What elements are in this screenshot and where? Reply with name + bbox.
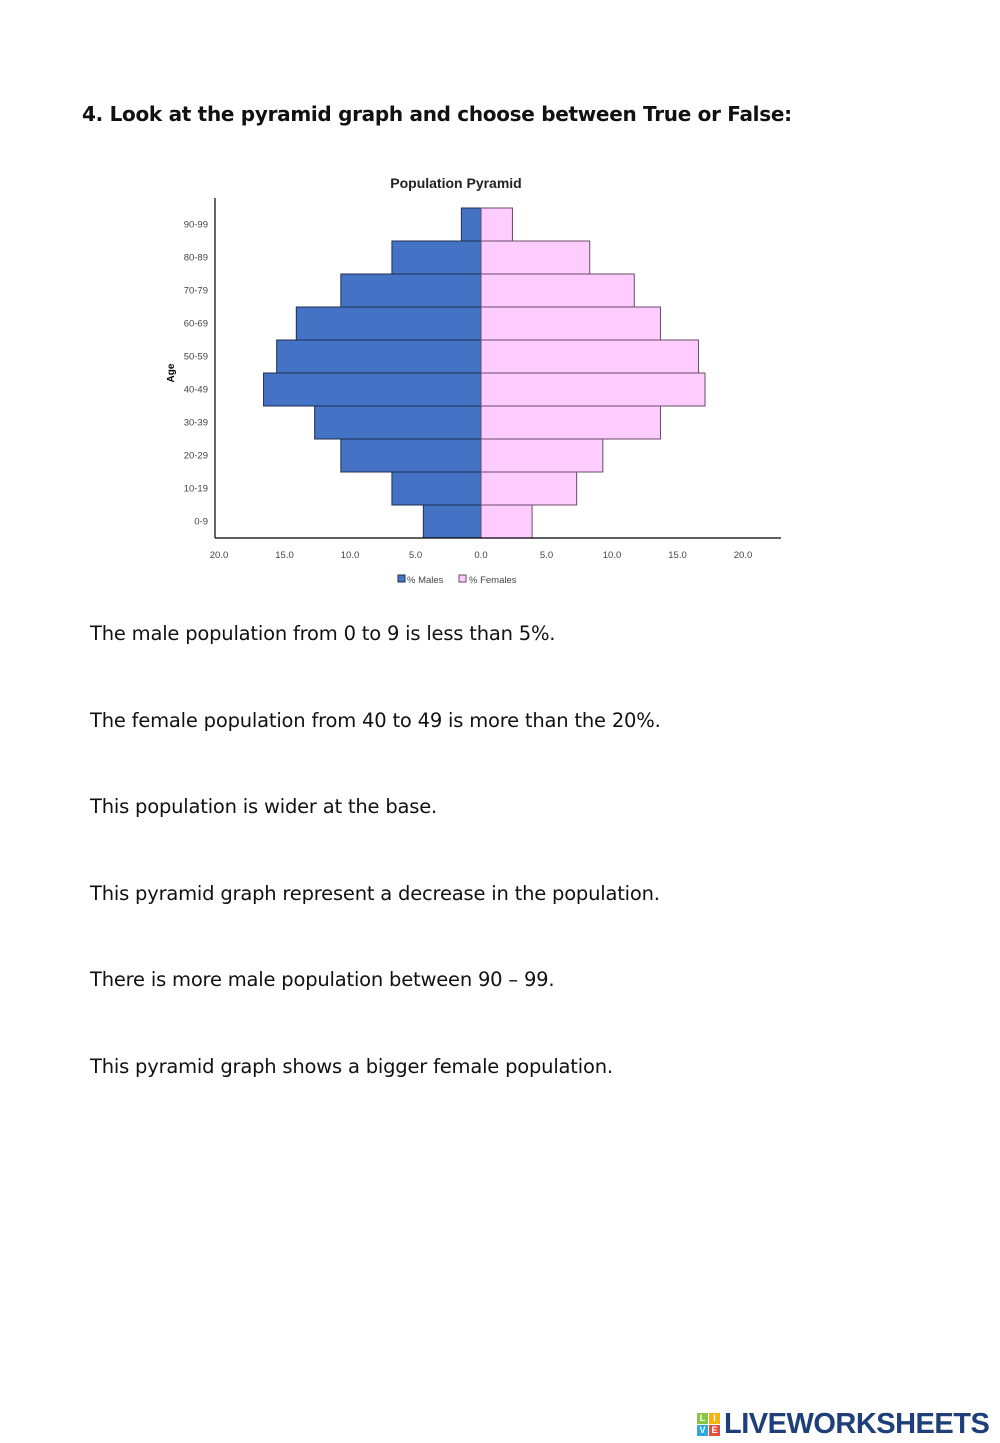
female-bar-50-59 — [481, 340, 698, 373]
male-bar-80-89 — [392, 241, 481, 274]
statement-3: This population is wider at the base. — [90, 795, 438, 818]
x-tick-label: 10.0 — [602, 550, 622, 561]
chart-title: Population Pyramid — [390, 175, 522, 191]
x-tick-label: 5.0 — [539, 550, 554, 561]
y-axis-label: Age — [166, 363, 177, 383]
female-bar-60-69 — [481, 307, 660, 340]
legend-female-label: % Females — [469, 575, 517, 586]
y-tick-label: 50-59 — [183, 351, 208, 363]
legend-male-label: % Males — [407, 575, 444, 586]
y-tick-label: 60-69 — [183, 318, 208, 330]
female-bar-0-9 — [481, 505, 532, 538]
question-title: 4. Look at the pyramid graph and choose between True or False: — [82, 102, 792, 126]
statement-2: The female population from 40 to 49 is more than the 20%. — [90, 709, 661, 732]
legend-male-swatch — [398, 575, 405, 582]
y-tick-label: 70-79 — [183, 285, 208, 297]
liveworksheets-logo — [697, 1408, 989, 1441]
x-tick-label: 15.0 — [275, 550, 294, 561]
male-bar-60-69 — [296, 307, 481, 340]
x-tick-label: 10.0 — [340, 550, 360, 561]
y-tick-label: 40-49 — [183, 384, 208, 396]
statement-5: There is more male population between 90 – 99. — [90, 968, 555, 991]
male-bar-30-39 — [315, 406, 481, 439]
male-bar-90-99 — [461, 208, 481, 241]
x-tick-label: 20.0 — [733, 550, 753, 561]
x-tick-label: 20.0 — [209, 550, 229, 561]
statement-1: The male population from 0 to 9 is less than 5%. — [90, 622, 556, 645]
male-bar-10-19 — [392, 472, 481, 505]
female-bar-90-99 — [481, 208, 512, 241]
y-tick-label: 80-89 — [183, 252, 208, 264]
female-bar-30-39 — [481, 406, 660, 439]
statement-4: This pyramid graph represent a decrease in the population. — [90, 882, 660, 905]
x-tick-label: 5.0 — [408, 550, 423, 561]
male-bar-40-49 — [264, 373, 481, 406]
female-bar-80-89 — [481, 241, 590, 274]
female-bar-40-49 — [481, 373, 705, 406]
y-tick-label: 0-9 — [194, 516, 208, 528]
x-tick-label: 0.0 — [474, 550, 488, 561]
male-bar-0-9 — [423, 505, 481, 538]
logo-text: LIVEWORKSHEETS — [724, 1408, 990, 1440]
x-tick-label: 15.0 — [668, 550, 687, 561]
legend-female-swatch — [459, 575, 466, 582]
male-bar-70-79 — [341, 274, 481, 307]
y-tick-label: 30-39 — [183, 417, 208, 429]
female-bar-70-79 — [481, 274, 634, 307]
statement-6: This pyramid graph shows a bigger female population. — [90, 1055, 613, 1078]
female-bar-10-19 — [481, 472, 577, 505]
logo-mark-icon: L I V E — [697, 1413, 720, 1436]
male-bar-20-29 — [341, 439, 481, 472]
male-bar-50-59 — [277, 340, 481, 373]
y-tick-label: 10-19 — [183, 483, 208, 495]
y-tick-label: 90-99 — [183, 219, 208, 231]
female-bar-20-29 — [481, 439, 603, 472]
y-tick-label: 20-29 — [183, 450, 208, 462]
population-pyramid-chart — [0, 0, 1000, 600]
